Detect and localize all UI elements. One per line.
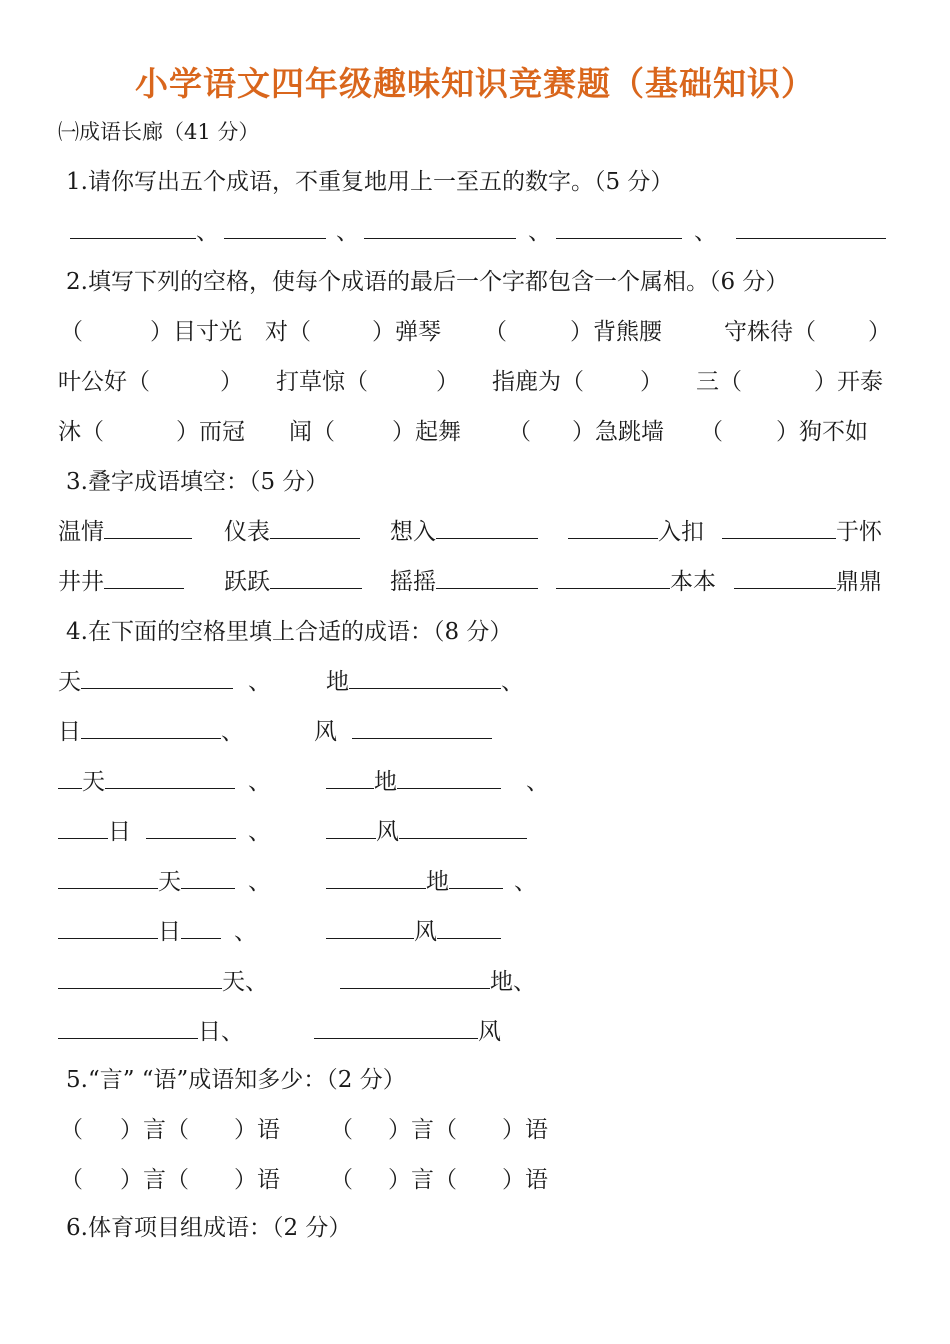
idiom-char: 地 xyxy=(326,669,349,695)
question-1 xyxy=(0,162,950,202)
question-2-row-3 xyxy=(0,412,950,452)
answer-blank[interactable] xyxy=(556,562,670,589)
answer-blank[interactable] xyxy=(146,812,236,839)
answer-blank[interactable] xyxy=(326,762,374,789)
answer-blank[interactable] xyxy=(397,762,501,789)
answer-blank[interactable] xyxy=(58,1012,198,1039)
answer-blank[interactable] xyxy=(364,212,516,239)
yu-text: ）语 xyxy=(502,1117,548,1143)
question-4-row-1 xyxy=(0,662,950,702)
question-4-row-8 xyxy=(0,1012,950,1052)
answer-blank[interactable] xyxy=(270,512,360,539)
answer-blank[interactable] xyxy=(436,512,538,539)
paren-left: （ xyxy=(60,1167,83,1193)
answer-blank[interactable] xyxy=(326,812,376,839)
answer-blank[interactable] xyxy=(436,562,538,589)
idiom-text: 仪表 xyxy=(224,519,270,545)
answer-blank[interactable] xyxy=(104,562,184,589)
answer-blank[interactable] xyxy=(105,762,235,789)
separator: 、 xyxy=(501,669,524,695)
idiom-char: 天 xyxy=(58,669,81,695)
separator: 、 xyxy=(248,769,271,795)
answer-blank[interactable] xyxy=(349,662,501,689)
idiom-char: 风 xyxy=(376,819,399,845)
question-6-prompt: 6.体育项目组成语：（2 分） xyxy=(66,1215,352,1241)
question-5 xyxy=(0,1060,950,1100)
answer-blank[interactable] xyxy=(736,212,886,239)
yu-text: ）语 xyxy=(234,1167,280,1193)
separator: 、 xyxy=(248,869,271,895)
answer-blank[interactable] xyxy=(449,862,503,889)
question-6 xyxy=(0,1208,950,1248)
idiom-char: 地 xyxy=(490,969,513,995)
section-title: ㈠成语长廊（41 分） xyxy=(58,120,260,144)
yu-text: ）语 xyxy=(502,1167,548,1193)
answer-blank[interactable] xyxy=(722,512,836,539)
paren-left: （ xyxy=(60,1117,83,1143)
paren-left: （ xyxy=(700,419,723,445)
idiom-char: 天 xyxy=(158,869,181,895)
yu-text: ）语 xyxy=(234,1117,280,1143)
question-3-row-1 xyxy=(0,512,950,552)
yan-text: ）言（ xyxy=(120,1167,189,1193)
idiom-text: ）而冠 xyxy=(176,419,245,445)
answer-blank[interactable] xyxy=(340,962,490,989)
question-4-row-4 xyxy=(0,812,950,852)
idiom-text: 闻（ xyxy=(289,419,335,445)
idiom-char: 天 xyxy=(82,769,105,795)
idiom-char: 风 xyxy=(314,719,337,745)
idiom-text: 本本 xyxy=(670,569,716,595)
paren-left: （ xyxy=(484,319,507,345)
question-2-row-2 xyxy=(0,362,950,402)
idiom-text: 沐（ xyxy=(58,419,104,445)
answer-blank[interactable] xyxy=(181,912,221,939)
answer-blank[interactable] xyxy=(81,662,233,689)
separator: 、 xyxy=(196,219,219,245)
answer-blank[interactable] xyxy=(81,712,221,739)
idiom-text: 摇摇 xyxy=(390,569,436,595)
idiom-text: 三（ xyxy=(696,369,742,395)
paren-right: ） xyxy=(868,319,891,345)
question-4-row-3 xyxy=(0,762,950,802)
answer-blank[interactable] xyxy=(326,912,414,939)
separator: 、 xyxy=(245,969,268,995)
separator: 、 xyxy=(528,219,551,245)
answer-blank[interactable] xyxy=(104,512,192,539)
idiom-text: ）目寸光 xyxy=(150,319,242,345)
question-3-row-2 xyxy=(0,562,950,602)
separator: 、 xyxy=(694,219,717,245)
paren-left: （ xyxy=(60,319,83,345)
idiom-text: ）背熊腰 xyxy=(570,319,662,345)
separator: 、 xyxy=(248,669,271,695)
idiom-text: ）开泰 xyxy=(814,369,883,395)
idiom-text: ）弹琴 xyxy=(372,319,441,345)
question-5-row-1 xyxy=(0,1110,950,1150)
question-4-row-7 xyxy=(0,962,950,1002)
answer-blank[interactable] xyxy=(568,512,658,539)
answer-blank[interactable] xyxy=(181,862,235,889)
question-1-prompt: 1.请你写出五个成语，不重复地用上一至五的数字。（5 分） xyxy=(66,169,674,195)
separator: 、 xyxy=(514,869,537,895)
separator: 、 xyxy=(336,219,359,245)
answer-blank[interactable] xyxy=(224,212,326,239)
answer-blank[interactable] xyxy=(326,862,426,889)
idiom-char: 日 xyxy=(158,919,181,945)
question-4-row-6 xyxy=(0,912,950,952)
idiom-char: 日 xyxy=(198,1019,221,1045)
paren-left: （ xyxy=(330,1117,353,1143)
idiom-char: 风 xyxy=(478,1019,501,1045)
answer-blank[interactable] xyxy=(270,562,362,589)
paren-left: （ xyxy=(330,1167,353,1193)
yan-text: ）言（ xyxy=(120,1117,189,1143)
idiom-char: 地 xyxy=(426,869,449,895)
idiom-text: 井井 xyxy=(58,569,104,595)
separator: 、 xyxy=(248,819,271,845)
paren-right: ） xyxy=(640,369,663,395)
answer-blank[interactable] xyxy=(437,912,501,939)
answer-blank[interactable] xyxy=(58,812,108,839)
separator: 、 xyxy=(513,969,536,995)
question-3-prompt: 3.叠字成语填空：（5 分） xyxy=(66,469,329,495)
idiom-text: 守株待（ xyxy=(724,319,816,345)
idiom-char: 天 xyxy=(222,969,245,995)
idiom-text: 叶公好（ xyxy=(58,369,150,395)
answer-blank[interactable] xyxy=(58,762,82,789)
question-5-row-2 xyxy=(0,1160,950,1200)
answer-blank[interactable] xyxy=(734,562,836,589)
idiom-text: ）急跳墙 xyxy=(572,419,664,445)
page-title: 小学语文四年级趣味知识竞赛题（基础知识） xyxy=(135,64,815,103)
idiom-text: 鼎鼎 xyxy=(836,569,882,595)
idiom-text: 温情 xyxy=(58,519,104,545)
answer-blank[interactable] xyxy=(352,712,492,739)
answer-blank[interactable] xyxy=(556,212,682,239)
idiom-text: 入扣 xyxy=(658,519,704,545)
answer-blank[interactable] xyxy=(399,812,527,839)
idiom-text: 对（ xyxy=(265,319,311,345)
question-5-prompt: 5.“言” “语”成语知多少：（2 分） xyxy=(66,1067,406,1093)
idiom-text: ）起舞 xyxy=(392,419,461,445)
idiom-text: 跃跃 xyxy=(224,569,270,595)
idiom-char: 风 xyxy=(414,919,437,945)
question-2-prompt: 2.填写下列的空格，使每个成语的最后一个字都包含一个属相。（6 分） xyxy=(66,269,789,295)
idiom-text: 指鹿为（ xyxy=(492,369,584,395)
question-4-prompt: 4.在下面的空格里填上合适的成语：（8 分） xyxy=(66,619,513,645)
yan-text: ）言（ xyxy=(388,1167,457,1193)
separator: 、 xyxy=(221,719,244,745)
question-1-answer-row xyxy=(0,212,950,252)
idiom-text: ）狗不如 xyxy=(776,419,868,445)
question-3 xyxy=(0,462,950,502)
paren-right: ） xyxy=(436,369,459,395)
answer-blank[interactable] xyxy=(70,212,196,239)
idiom-text: 想入 xyxy=(390,519,436,545)
answer-blank[interactable] xyxy=(58,912,158,939)
idiom-text: 于怀 xyxy=(836,519,882,545)
answer-blank[interactable] xyxy=(314,1012,478,1039)
yan-text: ）言（ xyxy=(388,1117,457,1143)
idiom-char: 地 xyxy=(374,769,397,795)
question-2 xyxy=(0,262,950,302)
paren-left: （ xyxy=(508,419,531,445)
idiom-char: 日 xyxy=(58,719,81,745)
answer-blank[interactable] xyxy=(58,962,222,989)
question-4-row-5 xyxy=(0,862,950,902)
question-2-row-1 xyxy=(0,312,950,352)
question-4-row-2 xyxy=(0,712,950,752)
idiom-char: 日 xyxy=(108,819,131,845)
paren-right: ） xyxy=(220,369,243,395)
answer-blank[interactable] xyxy=(58,862,158,889)
question-4 xyxy=(0,612,950,652)
separator: 、 xyxy=(221,1019,244,1045)
section-heading xyxy=(0,112,950,152)
idiom-text: 打草惊（ xyxy=(276,369,368,395)
separator: 、 xyxy=(234,919,257,945)
separator: 、 xyxy=(526,769,549,795)
